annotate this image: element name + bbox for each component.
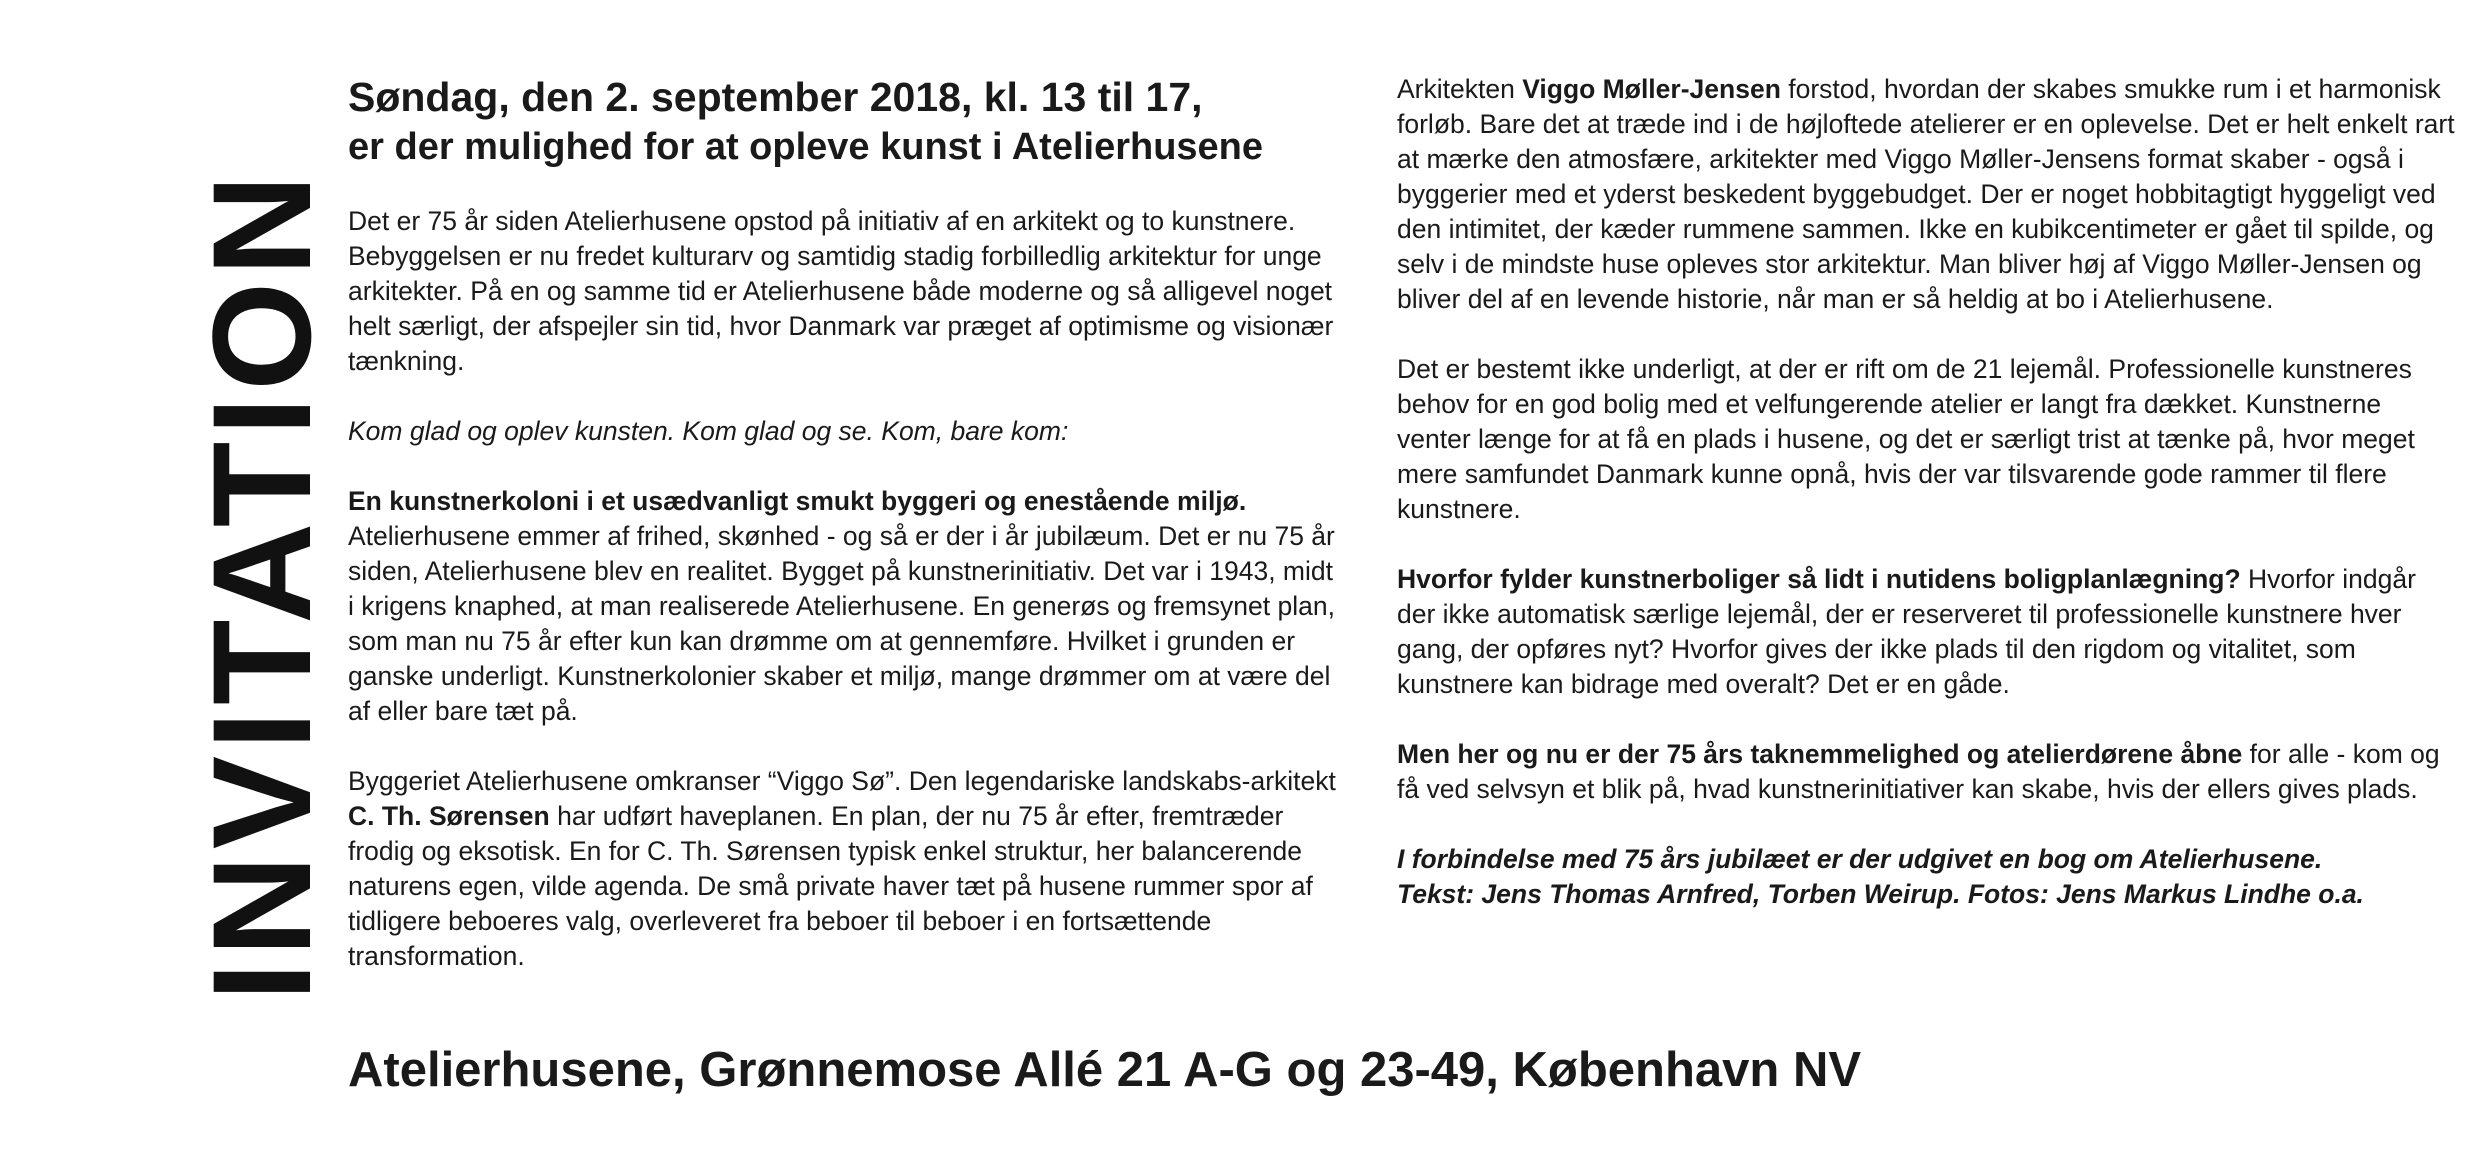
architect-text-after: forstod, hvordan der skabes smukke rum i et harmonisk forløb. Bare det at træde ind i de højloftede atelierer er en oplevelse. Det er helt enkelt rart at mærke den atmosfære, arkitekter med Viggo Møller-Jensens format skaber - også i byggerier med et yderst beskedent byggebudget. Der er noget hobbitagtigt hyggeligt ved den intimitet, der kæder rummene sammen. Ikke en kubikcentimeter er gået til spilde, og selv i de mindste huse opleves stor arkitektur. Man bliver høj af Viggo Møller-Jensen og bliver del af en levende historie, når man er så heldig at bo i Atelierhusene. (1397, 74, 2455, 314)
book-note (1397, 842, 2457, 912)
open-doors-paragraph (1397, 737, 2457, 807)
open-doors-heading: Men her og nu er der 75 års taknemmelighed og atelierdørene åbne (1397, 739, 2243, 769)
architect-paragraph (1397, 72, 2457, 317)
intro-paragraph: Det er 75 år siden Atelierhusene opstod på initiativ af en arkitekt og to kunstnere. Bebyggelsen er nu fredet kulturarv og samtidig stadig forbilledlig arkitektur for unge arkitekter. På en og samme tid er Atelierhusene både moderne og så alligevel noget helt særligt, der afspejler sin tid, hvor Danmark var præget af optimisme og visionær tænkning. (348, 206, 1334, 376)
boligplan-paragraph (1397, 562, 2457, 702)
open-doors-text: for alle - kom og få ved selvsyn et blik på, hvad kunstnerinitiativer kan skabe, hvis der ellers gives plads. (1397, 739, 2440, 804)
architect-name: Viggo Møller-Jensen (1522, 74, 1781, 104)
section-haveplan-text-after: har udført haveplanen. En plan, der nu 75 år efter, fremtræder frodig og eksotisk. En for C. Th. Sørensen typisk enkel struktur, her balancerende naturens egen, vilde agenda. De små private haver tæt på husene rummer spor af tidligere beboeres valg, overleveret fra beboer til beboer i en fortsættende transformation. (348, 801, 1313, 971)
section-haveplan-text-before: Byggeriet Atelierhusene omkranser “Viggo Sø”. Den legendariske landskabs-arkitekt (348, 766, 1336, 796)
invitation-vertical-title: INVITATION (183, 168, 340, 1002)
left-column (348, 72, 1343, 1009)
section-kunstnerkoloni-body: Atelierhusene emmer af frihed, skønhed - og så er der i år jubilæum. Det er nu 75 år siden, Atelierhusene blev en realitet. Bygget på kunstnerinitiativ. Det var i 1943, midt i krigens knaphed, at man realiserede Atelierhusene. En generøs og fremsynet plan, som man nu 75 år efter kun kan drømme om at gennemføre. Hvilket i grunden er ganske underligt. Kunstnerkolonier skaber et miljø, mange drømmer om at være del af eller bare tæt på. (348, 521, 1335, 726)
headline-date: Søndag, den 2. september 2018, kl. 13 til 17, (348, 74, 1203, 120)
boligplan-question: Hvorfor fylder kunstnerboliger så lidt i nutidens boligplanlægning? (1397, 564, 2241, 594)
headline-subtitle: er der mulighed for at opleve kunst i Atelierhusene (348, 126, 1264, 168)
invite-line: Kom glad og oplev kunsten. Kom glad og se. Kom, bare kom: (348, 416, 1069, 446)
section-haveplan-name: C. Th. Sørensen (348, 801, 550, 831)
section-kunstnerkoloni (348, 484, 1343, 729)
lejemaal-paragraph: Det er bestemt ikke underligt, at der er rift om de 21 lejemål. Professionelle kunstneres behov for en god bolig med et velfungerende atelier er langt fra dækket. Kunstnerne venter længe for at få en plads i husene, og det er særligt trist at tænke på, hvor meget mere samfundet Danmark kunne opnå, hvis der var tilsvarende gode rammer til flere kunstnere. (1397, 354, 2415, 524)
book-note-credits: Tekst: Jens Thomas Arnfred, Torben Weirup. Fotos: Jens Markus Lindhe o.a. (1397, 879, 2364, 909)
section-haveplan (348, 764, 1343, 974)
footer-address: Atelierhusene, Grønnemose Allé 21 A-G og 23-49, København NV (348, 1043, 1862, 1097)
section-kunstnerkoloni-heading: En kunstnerkoloni i et usædvanligt smukt byggeri og enestående miljø. (348, 486, 1247, 516)
architect-text-before: Arkitekten (1397, 74, 1523, 104)
right-column (1397, 72, 2457, 947)
boligplan-text: Hvorfor indgår der ikke automatisk særlige lejemål, der er reserveret til professionelle kunstnere hver gang, der opføres nyt? Hvorfor gives der ikke plads til den rigdom og vitalitet, som kunstnere kan bidrage med overalt? Det er en gåde. (1397, 564, 2416, 699)
book-note-line1: I forbindelse med 75 års jubilæet er der udgivet en bog om Atelierhusene. (1397, 844, 2323, 874)
